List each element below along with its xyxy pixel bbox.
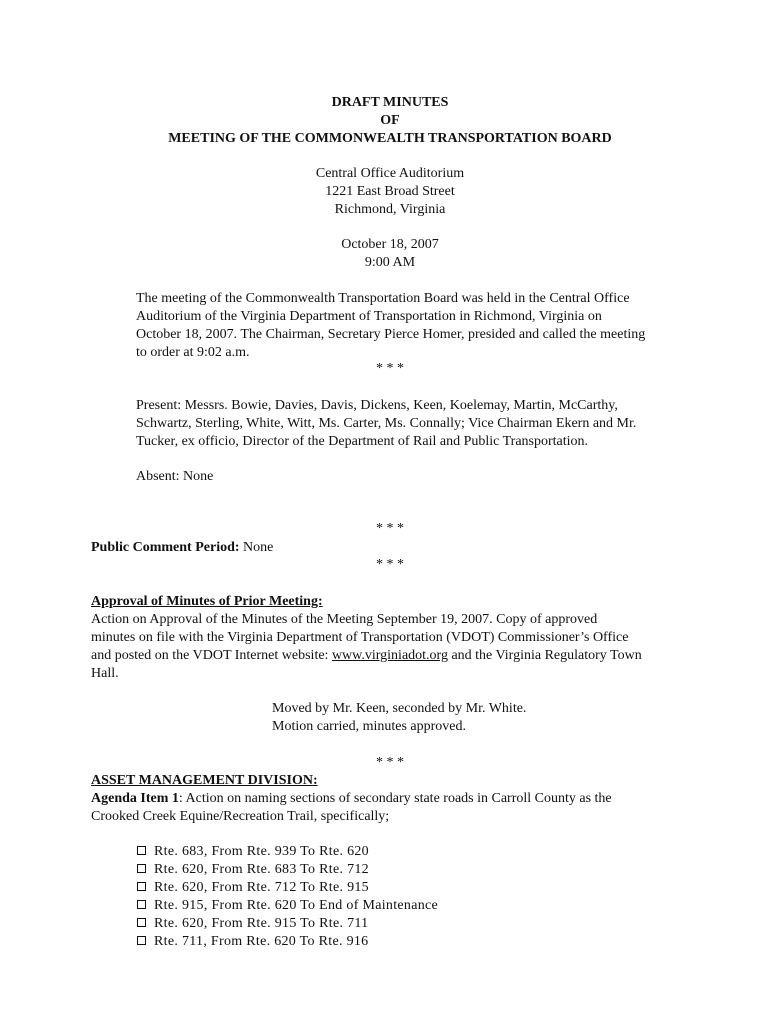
absent-line: Absent: None bbox=[136, 469, 214, 484]
list-item bbox=[137, 861, 369, 879]
meeting-time: 9:00 AM bbox=[364, 255, 416, 270]
checkbox-bullet-icon bbox=[137, 918, 146, 927]
present-line-2: Schwartz, Sterling, White, Witt, Ms. Carter, Ms. Connally; Vice Chairman Ekern and Mr. bbox=[136, 416, 637, 431]
motion-carried: Motion carried, minutes approved. bbox=[272, 719, 467, 734]
list-item bbox=[137, 897, 438, 915]
asset-heading: ASSET MANAGEMENT DIVISION: bbox=[91, 773, 318, 788]
intro-line-2: Auditorium of the Virginia Department of Transportation in Richmond, Virginia on bbox=[136, 309, 602, 324]
address-line-3: Richmond, Virginia bbox=[334, 202, 446, 217]
agenda-item-text: : Action on naming sections of secondary state roads in Carroll County as the bbox=[178, 791, 612, 806]
list-item bbox=[137, 933, 368, 951]
checkbox-bullet-icon bbox=[137, 882, 146, 891]
approval-line-2: minutes on file with the Virginia Department of Transportation (VDOT) Commissioner’s Office bbox=[91, 630, 629, 645]
separator: * * * bbox=[376, 521, 404, 536]
vdot-website-link[interactable]: www.virginiadot.org bbox=[331, 648, 448, 663]
intro-line-1: The meeting of the Commonwealth Transportation Board was held in the Central Office bbox=[136, 291, 630, 306]
intro-line-4: to order at 9:02 a.m. bbox=[136, 345, 250, 360]
public-comment-line bbox=[91, 539, 273, 557]
document-title-meeting: MEETING OF THE COMMONWEALTH TRANSPORTATION BOARD bbox=[168, 131, 612, 146]
approval-heading: Approval of Minutes of Prior Meeting: bbox=[91, 594, 323, 609]
list-item bbox=[137, 915, 368, 933]
document-title: DRAFT MINUTES bbox=[331, 95, 449, 110]
checkbox-bullet-icon bbox=[137, 900, 146, 909]
separator: * * * bbox=[376, 557, 404, 572]
approval-line-1: Action on Approval of the Minutes of the Meeting September 19, 2007. Copy of approved bbox=[91, 612, 598, 627]
approval-line-3 bbox=[91, 647, 642, 665]
approval-line-4: Hall. bbox=[91, 666, 119, 681]
route-text: Rte. 620, From Rte. 683 To Rte. 712 bbox=[154, 862, 369, 877]
route-text: Rte. 620, From Rte. 915 To Rte. 711 bbox=[154, 916, 369, 931]
address-line-2: 1221 East Broad Street bbox=[325, 184, 455, 199]
separator: * * * bbox=[376, 755, 404, 770]
approval-line-3-pre: and posted on the VDOT Internet website: bbox=[91, 648, 332, 663]
meeting-date: October 18, 2007 bbox=[341, 237, 439, 252]
route-text: Rte. 711, From Rte. 620 To Rte. 916 bbox=[154, 934, 369, 949]
agenda-item-line-2: Crooked Creek Equine/Recreation Trail, specifically; bbox=[91, 809, 390, 824]
approval-line-3-post: and the Virginia Regulatory Town bbox=[447, 648, 642, 663]
agenda-item-line bbox=[91, 790, 612, 808]
agenda-item-label: Agenda Item 1 bbox=[91, 791, 179, 806]
checkbox-bullet-icon bbox=[137, 846, 146, 855]
public-comment-value: None bbox=[239, 540, 274, 555]
motion-moved: Moved by Mr. Keen, seconded by Mr. White. bbox=[272, 701, 527, 716]
present-line-1: Present: Messrs. Bowie, Davies, Davis, Dickens, Keen, Koelemay, Martin, McCarthy, bbox=[136, 398, 618, 413]
separator: * * * bbox=[376, 361, 404, 376]
route-text: Rte. 915, From Rte. 620 To End of Maintenance bbox=[154, 898, 439, 913]
intro-line-3: October 18, 2007. The Chairman, Secretary Pierce Homer, presided and called the meeting bbox=[136, 327, 646, 342]
list-item bbox=[137, 879, 369, 897]
document-title-of: OF bbox=[380, 113, 400, 128]
checkbox-bullet-icon bbox=[137, 936, 146, 945]
public-comment-label: Public Comment Period: bbox=[91, 540, 240, 555]
present-line-3: Tucker, ex officio, Director of the Department of Rail and Public Transportation. bbox=[136, 434, 589, 449]
checkbox-bullet-icon bbox=[137, 864, 146, 873]
route-text: Rte. 683, From Rte. 939 To Rte. 620 bbox=[154, 844, 369, 859]
route-text: Rte. 620, From Rte. 712 To Rte. 915 bbox=[154, 880, 369, 895]
list-item bbox=[137, 843, 369, 861]
address-line-1: Central Office Auditorium bbox=[315, 166, 465, 181]
